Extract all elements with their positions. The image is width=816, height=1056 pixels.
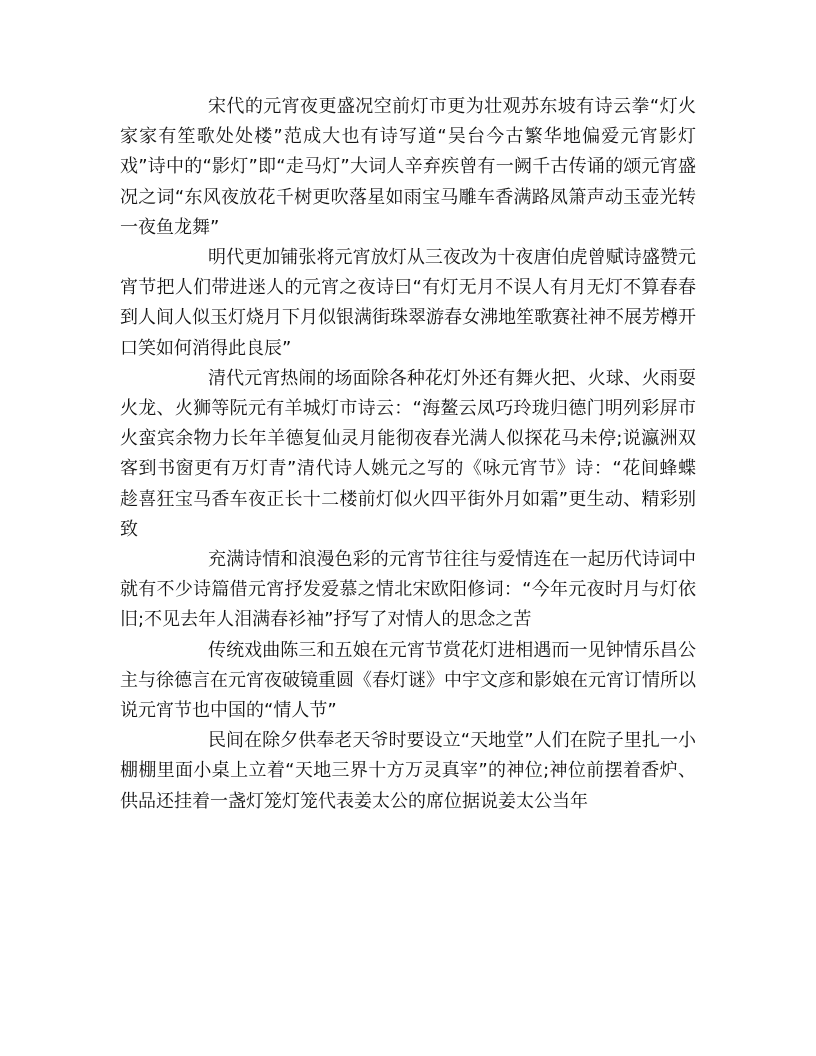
paragraph-qing-dynasty: 清代元宵热闹的场面除各种花灯外还有舞火把、火球、火雨耍火龙、火狮等阮元有羊城灯市诗云：“海鳌云凤巧玲珑归德门明列彩屏市火蛮宾余物力长年羊德复仙灵月能彻夜春光满人似探花马未停;说瀛洲双客到书窗更有万灯青”清代诗人姚元之写的《咏元宵节》诗：“花间蜂蝶趁喜狂宝马香车夜正长十二楼前灯似火四平街外月如霜”更生动、精彩别致	[120, 367, 696, 540]
paragraph-ming-dynasty: 明代更加铺张将元宵放灯从三夜改为十夜唐伯虎曾赋诗盛赞元宵节把人们带进迷人的元宵之夜诗曰“有灯无月不误人有月无灯不算春春到人间人似玉灯烧月下月似银满街珠翠游春女沸地笙歌赛社神不展芳樽开口笑如何消得此良辰”	[120, 247, 696, 359]
document-body	[120, 92, 696, 817]
paragraph-traditional-opera: 传统戏曲陈三和五娘在元宵节赏花灯进相遇而一见钟情乐昌公主与徐德言在元宵夜破镜重圆《春灯谜》中宇文彦和影娘在元宵订情所以说元宵节也中国的“情人节”	[120, 639, 696, 722]
paragraph-folk-custom: 民间在除夕供奉老天爷时要设立“天地堂”人们在院子里扎一小棚棚里面小桌上立着“天地三界十方万灵真宰”的神位;神位前摆着香炉、供品还挂着一盏灯笼灯笼代表姜太公的席位据说姜太公当年	[120, 730, 696, 812]
paragraph-song-dynasty: 宋代的元宵夜更盛况空前灯市更为壮观苏东坡有诗云拳“灯火家家有笙歌处处楼”范成大也有诗写道“吴台今古繁华地偏爱元宵影灯戏”诗中的“影灯”即“走马灯”大词人辛弃疾曾有一阙千古传诵的颂元宵盛况之词“东风夜放花千树更吹落星如雨宝马雕车香满路凤箫声动玉壶光转一夜鱼龙舞”	[120, 96, 696, 238]
paragraph-love-poetry: 充满诗情和浪漫色彩的元宵节往往与爱情连在一起历代诗词中就有不少诗篇借元宵抒发爱慕之情北宋欧阳修词：“今年元夜时月与灯依旧;不见去年人泪满春衫袖”抒写了对情人的思念之苦	[120, 549, 696, 631]
